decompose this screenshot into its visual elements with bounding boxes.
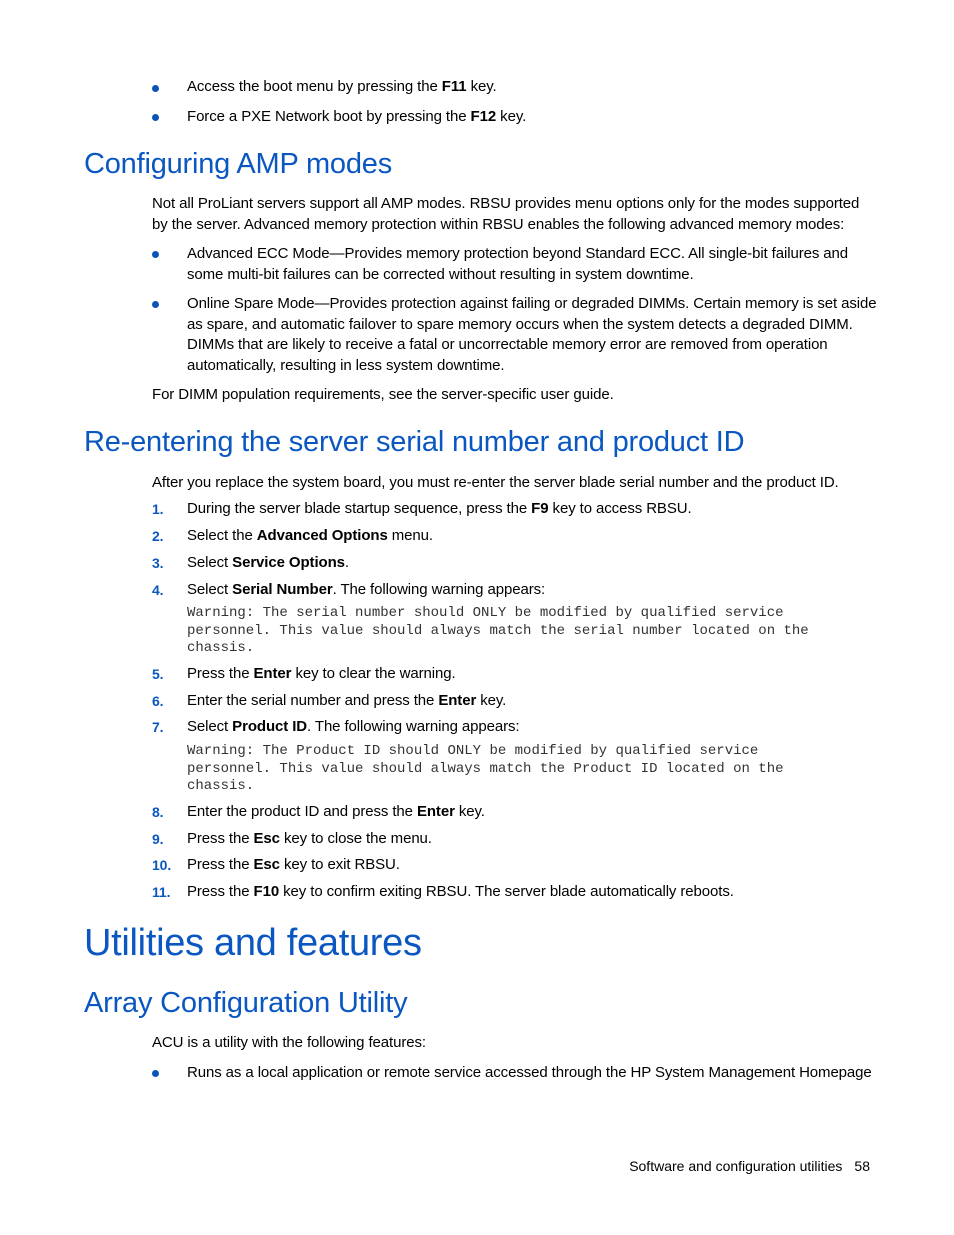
bullet-icon	[152, 85, 159, 92]
step-text: Select Service Options.	[187, 554, 349, 571]
step-number: 8.	[152, 804, 164, 820]
amp-intro: Not all ProLiant servers support all AMP modes. RBSU provides menu options only for the modes supported by the server. Advanced memory protection within RBSU enables the following advanced memory modes:	[152, 195, 860, 233]
list-item: Force a PXE Network boot by pressing the F12 key.	[187, 108, 527, 125]
step-text: Press the Enter key to clear the warning.	[187, 665, 456, 682]
footer-section-title: Software and configuration utilities	[629, 1158, 843, 1174]
step-text: Select Product ID. The following warning appears:	[187, 718, 520, 735]
step-number: 6.	[152, 693, 164, 709]
section-heading-acu: Array Configuration Utility	[84, 987, 408, 1019]
chapter-heading: Utilities and features	[84, 922, 422, 964]
bullet-icon	[152, 301, 159, 308]
step-number: 4.	[152, 582, 164, 598]
list-item: Online Spare Mode—Provides protection against failing or degraded DIMMs. Certain memory is set aside as spare, and automatic failover to spare memory occurs when the system detects a degraded DIMM. DIMMs that are likely to receive a fatal or uncorrectable memory error are removed from operation automatically, resulting in less system downtime.	[187, 295, 877, 374]
step-text: Select Serial Number. The following warning appears:	[187, 581, 546, 598]
acu-intro: ACU is a utility with the following features:	[152, 1034, 426, 1051]
page-footer	[629, 1158, 870, 1174]
reenter-intro: After you replace the system board, you must re-enter the server blade serial number and the product ID.	[152, 474, 839, 491]
code-block-serial: Warning: The serial number should ONLY be modified by qualified service personnel. This value should always match the serial number located on the chassis.	[187, 605, 809, 656]
bullet-icon	[152, 251, 159, 258]
list-item: Runs as a local application or remote service accessed through the HP System Management Homepage	[187, 1064, 872, 1081]
step-number: 11.	[152, 884, 171, 900]
section-heading-reenter: Re-entering the server serial number and product ID	[84, 426, 745, 458]
page-number: 58	[854, 1158, 870, 1174]
step-number: 3.	[152, 555, 164, 571]
step-text: Select the Advanced Options menu.	[187, 527, 433, 544]
section-heading-amp: Configuring AMP modes	[84, 148, 392, 180]
list-item: Access the boot menu by pressing the F11 key.	[187, 78, 497, 95]
list-item: Advanced ECC Mode—Provides memory protection beyond Standard ECC. All single-bit failures and some multi-bit failures can be corrected without resulting in system downtime.	[187, 245, 849, 283]
step-number: 10.	[152, 857, 172, 873]
step-text: Enter the serial number and press the Enter key.	[187, 692, 507, 709]
step-text: Press the F10 key to confirm exiting RBSU. The server blade automatically reboots.	[187, 883, 734, 900]
code-block-product: Warning: The Product ID should ONLY be modified by qualified service personnel. This value should always match the Product ID located on the chassis.	[187, 743, 784, 794]
step-number: 5.	[152, 666, 164, 682]
step-text: Enter the product ID and press the Enter key.	[187, 803, 485, 820]
step-text: During the server blade startup sequence, press the F9 key to access RBSU.	[187, 500, 692, 517]
step-text: Press the Esc key to close the menu.	[187, 830, 432, 847]
step-number: 2.	[152, 528, 164, 544]
bullet-icon	[152, 114, 159, 121]
step-number: 7.	[152, 719, 164, 735]
amp-closing: For DIMM population requirements, see the server-specific user guide.	[152, 386, 614, 403]
step-number: 1.	[152, 501, 164, 517]
bullet-icon	[152, 1070, 159, 1077]
step-number: 9.	[152, 831, 164, 847]
step-text: Press the Esc key to exit RBSU.	[187, 856, 400, 873]
